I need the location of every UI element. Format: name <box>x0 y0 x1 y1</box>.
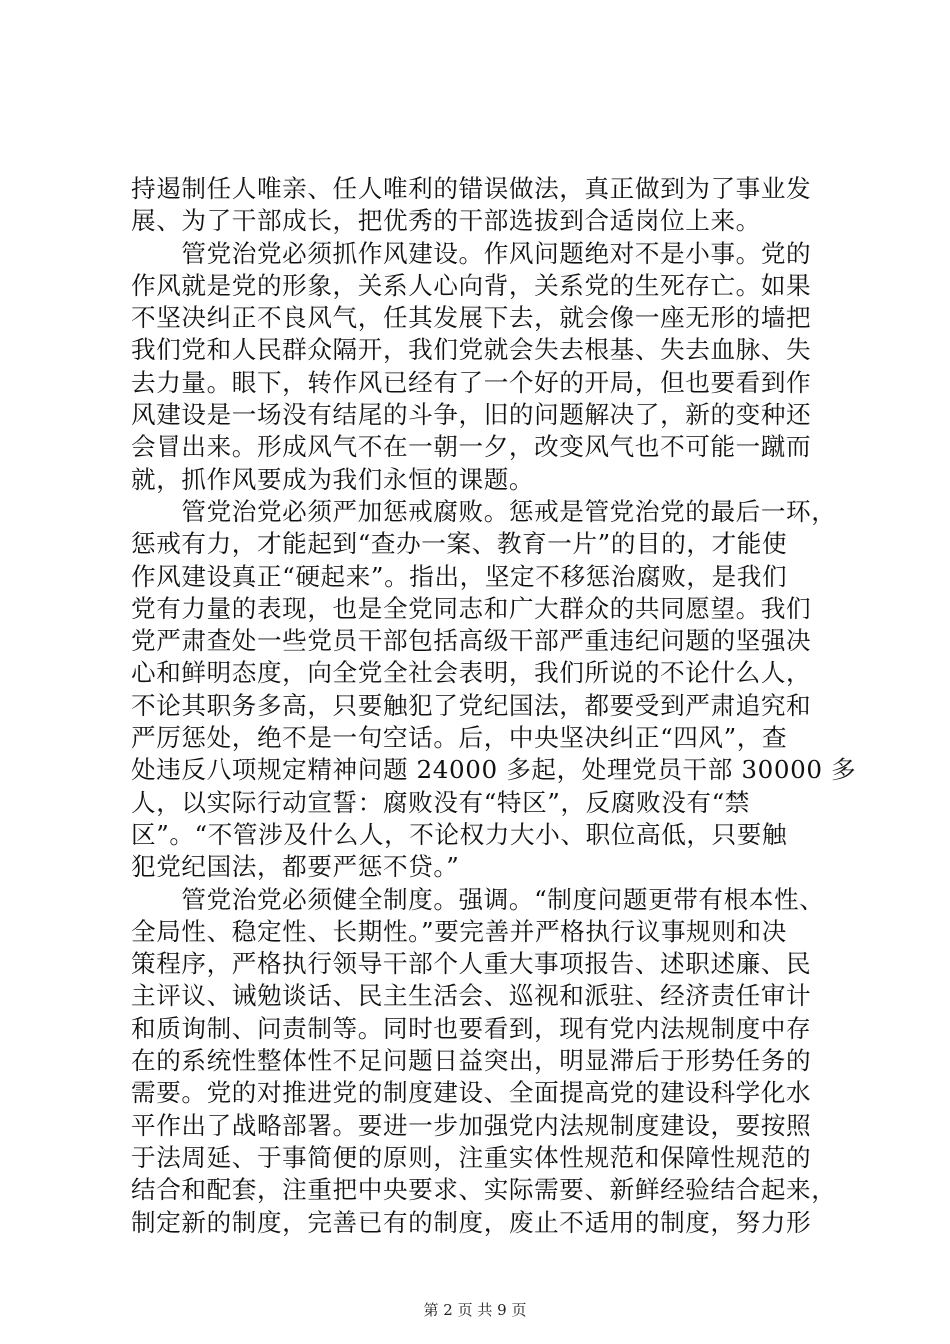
text-line: 结合和配套，注重把中央要求、实际需要、新鲜经验结合起来， <box>131 1175 837 1205</box>
text-line: 主评议、诫勉谈话、民主生活会、巡视和派驻、经济责任审计 <box>131 981 812 1011</box>
text-line: 严厉惩处，绝不是一句空话。后，中央坚决纠正“四风”，查 <box>131 723 788 753</box>
text-line: 不论其职务多高，只要触犯了党纪国法，都要受到严肃追究和 <box>131 690 812 720</box>
page-number-indicator: 第 2 页 共 9 页 <box>423 1301 527 1319</box>
text-line: 展、为了干部成长，把优秀的干部选拔到合适岗位上来。 <box>131 206 761 236</box>
text-line: 去力量。眼下，转作风已经有了一个好的开局，但也要看到作 <box>131 367 812 397</box>
text-line: 我们党和人民群众隔开，我们党就会失去根基、失去血脉、失 <box>131 335 812 365</box>
text-line: 人，以实际行动宣誓：腐败没有“特区”，反腐败没有“禁 <box>131 787 750 817</box>
text-line: 心和鲜明态度，向全党全社会表明，我们所说的不论什么人， <box>131 658 812 688</box>
text-line: 在的系统性整体性不足问题日益突出，明显滞后于形势任务的 <box>131 1046 812 1076</box>
text-line: 持遏制任人唯亲、任人唯利的错误做法，真正做到为了事业发 <box>131 174 812 203</box>
text-line: 制定新的制度，完善已有的制度，废止不适用的制度，努力形 <box>131 1207 812 1237</box>
text-line: 作风就是党的形象，关系人心向背，关系党的生死存亡。如果 <box>131 270 812 300</box>
text-line: 管党治党必须严加惩戒腐败。惩戒是管党治党的最后一环， <box>131 496 837 526</box>
text-line: 会冒出来。形成风气不在一朝一夕，改变风气也不可能一蹴而 <box>131 432 812 462</box>
text-line: 就，抓作风要成为我们永恒的课题。 <box>131 464 535 494</box>
text-line: 犯党纪国法，都要严惩不贷。” <box>131 852 460 882</box>
text-line: 于法周延、于事简便的原则，注重实体性规范和保障性规范的 <box>131 1142 812 1172</box>
page-footer <box>0 1300 950 1320</box>
body-text <box>131 173 857 1239</box>
text-line: 风建设是一场没有结尾的斗争，旧的问题解决了，新的变种还 <box>131 400 812 430</box>
text-line: 区”。“不管涉及什么人，不论权力大小、职位高低，只要触 <box>131 819 788 849</box>
text-line: 党严肃查处一些党员干部包括高级干部严重违纪问题的坚强决 <box>131 626 812 656</box>
text-line: 和质询制、问责制等。同时也要看到，现有党内法规制度中存 <box>131 1013 812 1043</box>
text-line: 不坚决纠正不良风气，任其发展下去，就会像一座无形的墙把 <box>131 303 812 333</box>
text-line: 作风建设真正“硬起来”。指出，坚定不移惩治腐败，是我们 <box>131 561 788 591</box>
text-line: 处违反八项规定精神问题 24000 多起，处理党员干部 30000 多 <box>131 755 857 785</box>
text-line: 全局性、稳定性、长期性。”要完善并严格执行议事规则和决 <box>131 916 787 946</box>
text-line: 党有力量的表现，也是全党同志和广大群众的共同愿望。我们 <box>131 593 812 623</box>
text-line: 平作出了战略部署。要进一步加强党内法规制度建设，要按照 <box>131 1110 812 1140</box>
text-line: 策程序，严格执行领导干部个人重大事项报告、述职述廉、民 <box>131 949 812 979</box>
text-line: 管党治党必须健全制度。强调。“制度问题更带有根本性、 <box>131 884 825 914</box>
text-line: 需要。党的对推进党的制度建设、全面提高党的建设科学化水 <box>131 1078 812 1108</box>
text-line: 管党治党必须抓作风建设。作风问题绝对不是小事。党的 <box>131 238 812 268</box>
text-line: 惩戒有力，才能起到“查办一案、教育一片”的目的，才能使 <box>131 529 788 559</box>
